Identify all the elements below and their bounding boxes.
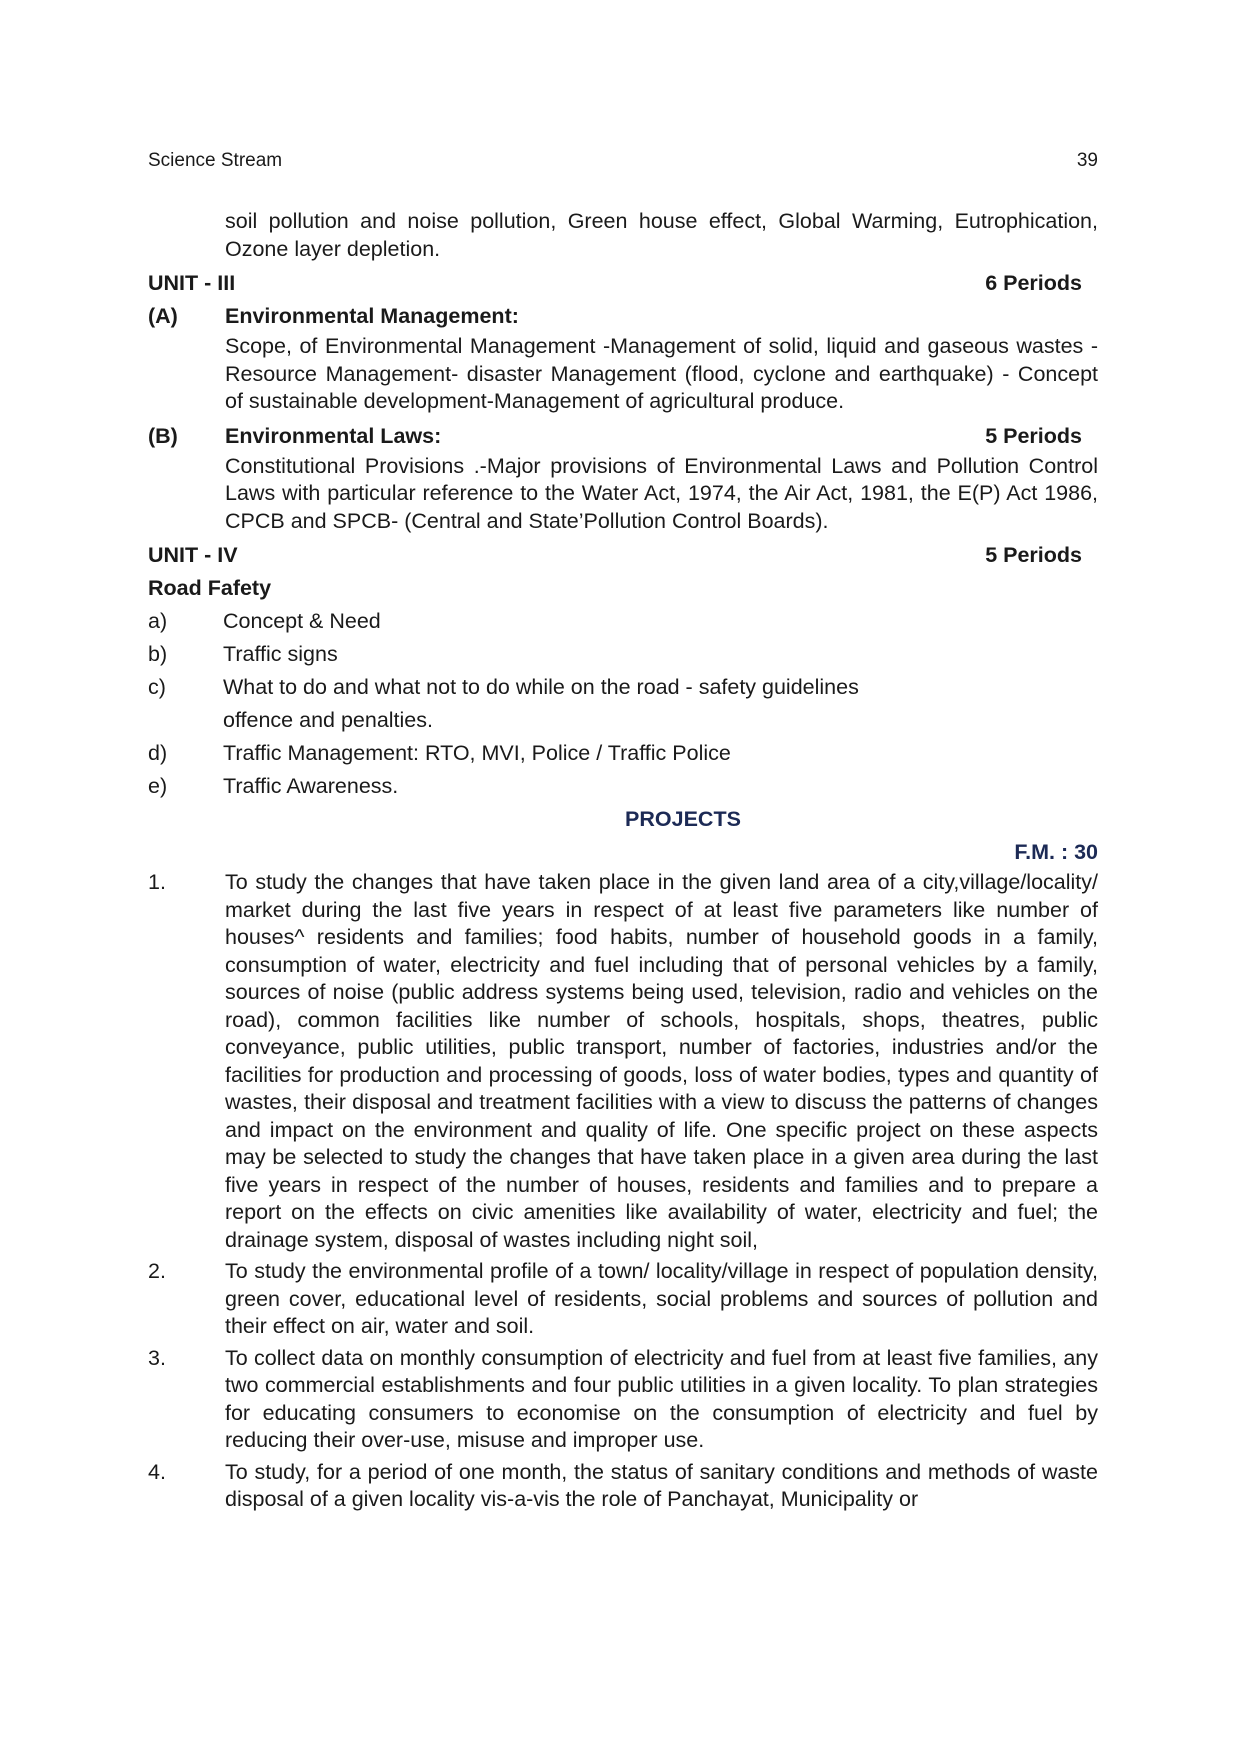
list-item [148,671,1098,704]
list-marker: a) [148,609,168,633]
unit4-heading [148,539,1098,572]
list-text: Traffic signs [223,642,338,666]
sec-b-heading [148,420,1098,453]
project-marker: 4. [148,1459,166,1484]
project-text: To collect data on monthly consumption of electricity and fuel from at least five families, any two commercial establishments and four public utilities in a given locality. To plan strategies for educating consumers to economise on the consumption of electricity and fuel by reducing their over-use, misuse and improper use. [225,1345,1098,1452]
unit3-heading [148,267,1098,300]
list-continuation: offence and penalties. [223,708,433,732]
sec-a-title: Environmental Management: [225,304,519,328]
project-marker: 2. [148,1259,166,1283]
list-marker: c) [148,675,166,699]
header-section: Science Stream [148,150,283,171]
unit3-label: UNIT - III [148,271,236,295]
project-item [148,1258,1098,1341]
project-text: To study the environmental profile of a town/ locality/village in respect of population density, green cover, educational level of residents, social problems and sources of pollution and their effect on air, water and soil. [225,1259,1098,1338]
project-marker: 1. [148,870,166,894]
projects-title: PROJECTS [625,807,741,831]
list-item [148,737,1098,770]
road-safety-title: Road Fafety [148,576,272,600]
list-marker: d) [148,741,168,765]
sec-a-label: (A) [148,304,178,328]
sec-b-title: Environmental Laws: [225,423,442,448]
list-text: Traffic Management: RTO, MVI, Police / Traffic Police [223,741,731,765]
list-item [148,770,1098,803]
full-marks: F.M. : 30 [1014,840,1098,864]
unit4-label: UNIT - IV [148,543,238,567]
road-safety-heading [148,572,1098,605]
sec-b-text: Constitutional Provisions .-Major provisions of Environmental Laws and Pollution Control Laws with particular reference to the Water Act, 1974, the Air Act, 1981, the E(P) Act 1986, CPCB and SPCB- (Central and State’Pollution Control Boards). [225,453,1098,533]
project-item [148,1345,1098,1455]
sec-a-heading [148,300,1098,333]
list-marker: b) [148,642,168,666]
list-text: Traffic Awareness. [223,774,399,798]
list-marker: e) [148,774,168,798]
list-text: Concept & Need [223,609,381,633]
list-item [148,638,1098,671]
project-item [148,1459,1098,1514]
page-body [148,208,1098,1518]
unit4-periods: 5 Periods [985,543,1082,567]
list-item [148,605,1098,638]
sec-a-text: Scope, of Environmental Management -Management of solid, liquid and gaseous wastes - Resource Management- disaster Management (flood, cyclone and earthquake) - Concept of sustainable development-Management of agricultural produce. [225,334,1098,413]
project-item [148,869,1098,1254]
list-text: What to do and what not to do while on the road - safety guidelines [223,675,859,699]
intro-continuation: soil pollution and noise pollution, Green house effect, Global Warming, Eutrophication, Ozone layer depletion. [225,209,1098,261]
project-text: To study the changes that have taken place in the given land area of a city,village/locality/ market during the last five years in respect of at least five parameters like number of houses^ residents and families; food habits, number of household goods in a family, consumption of water, electricity and fuel including that of personal vehicles by a family, sources of noise (public address systems being used, television, radio and vehicles on the road), common facilities like number of schools, hospitals, shops, theatres, public conveyance, public utilities, public transport, number of factories, industries and/or the facilities for production and processing of goods, loss of water bodies, types and quantity of wastes, their disposal and treatment facilities with a view to discuss the patterns of changes and impact on the environment and quality of life. One specific project on these aspects may be selected to study the changes that have taken place in a given area during the last five years in respect of the number of houses, residents and families and to prepare a report on the effects on civic amenities like availability of water, electricity and fuel; the drainage system, disposal of wastes including night soil, [225,870,1098,1252]
project-marker: 3. [148,1345,166,1370]
unit3-periods: 6 Periods [985,271,1082,295]
sec-b-label: (B) [148,423,178,448]
project-text: To study, for a period of one month, the status of sanitary conditions and methods of waste disposal of a given locality vis-a-vis the role of Panchayat, Municipality or [225,1459,1098,1511]
sec-b-periods: 5 Periods [985,423,1082,448]
page-number: 39 [1076,150,1098,171]
